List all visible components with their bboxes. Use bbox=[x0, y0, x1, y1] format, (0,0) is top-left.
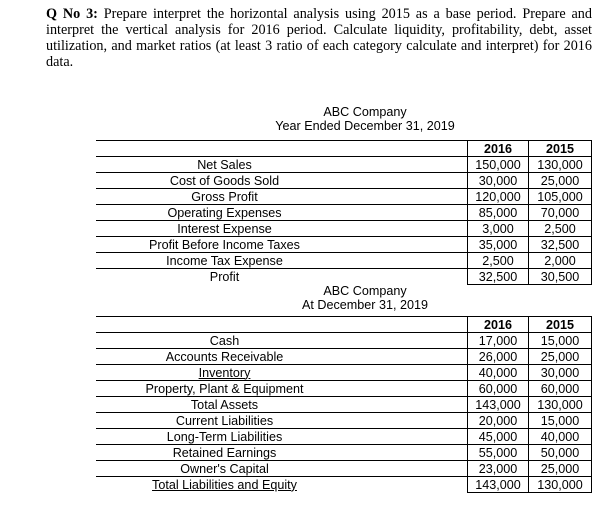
row-label: Long-Term Liabilities bbox=[96, 429, 353, 445]
question-text bbox=[46, 6, 592, 70]
value-2016: 30,000 bbox=[468, 173, 529, 189]
value-2015: 25,000 bbox=[529, 461, 592, 477]
value-2016: 23,000 bbox=[468, 461, 529, 477]
value-2016: 2,500 bbox=[468, 253, 529, 269]
table-row bbox=[96, 221, 592, 237]
value-2015: 2,500 bbox=[529, 221, 592, 237]
value-2016: 120,000 bbox=[468, 189, 529, 205]
table-row bbox=[96, 173, 592, 189]
value-2015: 130,000 bbox=[529, 477, 592, 493]
income-statement-table bbox=[96, 140, 592, 285]
question-body: Prepare interpret the horizontal analysis using 2015 as a base period. Prepare and interpret the vertical analysis for 2016 period. Calculate liquidity, profitability, debt, asset utilization, and market ratios (at least 3 ratio of each category calculate and interpret) for 2016 data. bbox=[46, 6, 592, 70]
balance-col-2016: 2016 bbox=[468, 317, 529, 333]
value-2015: 50,000 bbox=[529, 445, 592, 461]
value-2015: 30,000 bbox=[529, 365, 592, 381]
table-row bbox=[96, 413, 592, 429]
value-2016: 143,000 bbox=[468, 477, 529, 493]
table-row bbox=[96, 397, 592, 413]
income-statement-title bbox=[230, 105, 500, 133]
row-label: Property, Plant & Equipment bbox=[96, 381, 353, 397]
income-period: Year Ended December 31, 2019 bbox=[275, 119, 455, 133]
row-label: Profit bbox=[96, 269, 353, 285]
row-label: Cost of Goods Sold bbox=[96, 173, 353, 189]
value-2015: 40,000 bbox=[529, 429, 592, 445]
row-label: Inventory bbox=[96, 365, 353, 381]
row-label: Retained Earnings bbox=[96, 445, 353, 461]
value-2015: 30,500 bbox=[529, 269, 592, 285]
balance-period: At December 31, 2019 bbox=[301, 298, 428, 312]
row-label: Operating Expenses bbox=[96, 205, 353, 221]
value-2016: 150,000 bbox=[468, 157, 529, 173]
row-label: Net Sales bbox=[197, 157, 252, 172]
row-label: Accounts Receivable bbox=[96, 349, 353, 365]
value-2015: 105,000 bbox=[529, 189, 592, 205]
table-row bbox=[96, 461, 592, 477]
balance-sheet-title bbox=[230, 284, 500, 312]
table-row bbox=[96, 349, 592, 365]
value-2015: 15,000 bbox=[529, 413, 592, 429]
value-2015: 32,500 bbox=[529, 237, 592, 253]
table-row bbox=[96, 189, 592, 205]
table-row bbox=[96, 365, 592, 381]
balance-sheet-table bbox=[96, 316, 592, 493]
row-label: Income Tax Expense bbox=[96, 253, 353, 269]
value-2016: 60,000 bbox=[468, 381, 529, 397]
value-2015: 130,000 bbox=[529, 397, 592, 413]
table-row bbox=[96, 157, 592, 173]
value-2016: 17,000 bbox=[468, 333, 529, 349]
balance-company-name: ABC Company bbox=[323, 284, 407, 298]
value-2016: 35,000 bbox=[468, 237, 529, 253]
income-company-name: ABC Company bbox=[323, 105, 407, 119]
row-label: Gross Profit bbox=[96, 189, 353, 205]
table-row bbox=[96, 477, 592, 493]
table-row bbox=[96, 429, 592, 445]
row-label: Interest Expense bbox=[96, 221, 353, 237]
value-2016: 20,000 bbox=[468, 413, 529, 429]
value-2016: 26,000 bbox=[468, 349, 529, 365]
value-2015: 70,000 bbox=[529, 205, 592, 221]
row-label: Current Liabilities bbox=[96, 413, 353, 429]
value-2016: 45,000 bbox=[468, 429, 529, 445]
value-2015: 130,000 bbox=[529, 157, 592, 173]
table-row bbox=[96, 381, 592, 397]
balance-col-2015: 2015 bbox=[529, 317, 592, 333]
income-col-2015: 2015 bbox=[529, 141, 592, 157]
value-2015: 2,000 bbox=[529, 253, 592, 269]
value-2015: 25,000 bbox=[529, 349, 592, 365]
value-2016: 143,000 bbox=[468, 397, 529, 413]
row-label: Profit Before Income Taxes bbox=[96, 237, 353, 253]
table-row bbox=[96, 445, 592, 461]
value-2016: 3,000 bbox=[468, 221, 529, 237]
value-2016: 32,500 bbox=[468, 269, 529, 285]
balance-header-row bbox=[96, 317, 592, 333]
table-row bbox=[96, 269, 592, 285]
income-header-row bbox=[96, 141, 592, 157]
value-2016: 55,000 bbox=[468, 445, 529, 461]
question-number: Q No 3: bbox=[46, 6, 98, 22]
value-2015: 60,000 bbox=[529, 381, 592, 397]
row-label: Owner's Capital bbox=[96, 461, 353, 477]
income-col-2016: 2016 bbox=[468, 141, 529, 157]
value-2016: 40,000 bbox=[468, 365, 529, 381]
table-row bbox=[96, 253, 592, 269]
table-row bbox=[96, 333, 592, 349]
value-2016: 85,000 bbox=[468, 205, 529, 221]
value-2015: 25,000 bbox=[529, 173, 592, 189]
value-2015: 15,000 bbox=[529, 333, 592, 349]
row-label: Total Liabilities and Equity bbox=[96, 477, 353, 493]
table-row bbox=[96, 205, 592, 221]
row-label: Total Assets bbox=[96, 397, 353, 413]
row-label: Cash bbox=[209, 333, 240, 348]
table-row bbox=[96, 237, 592, 253]
